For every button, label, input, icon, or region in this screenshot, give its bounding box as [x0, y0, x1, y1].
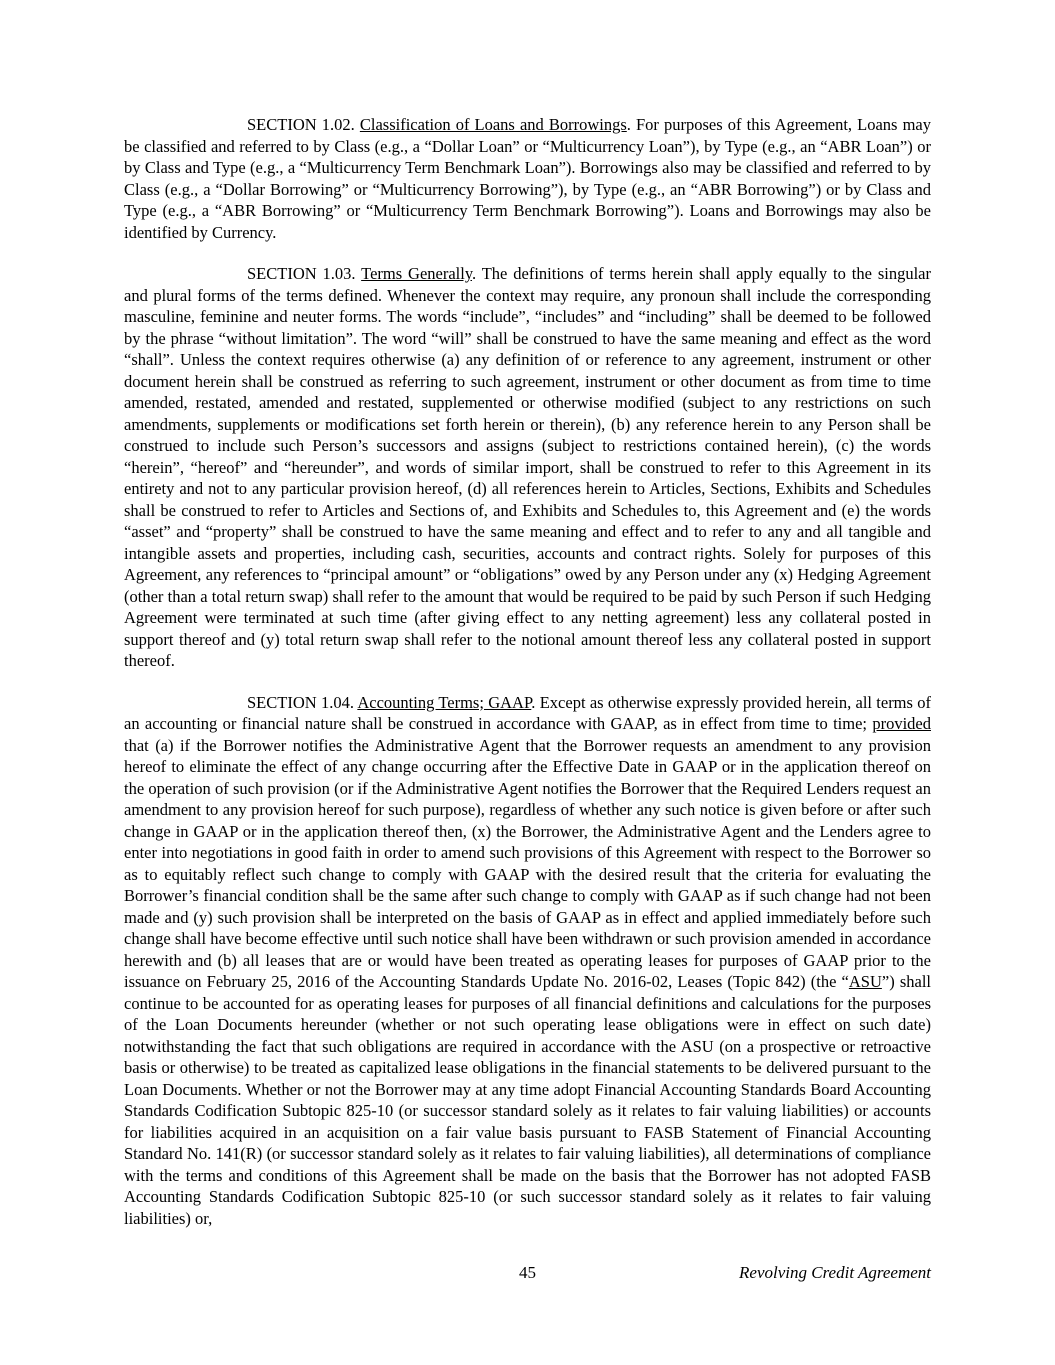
section-1-04-asu-term: ASU [848, 972, 882, 991]
page-number: 45 [519, 1263, 536, 1282]
section-1-04-paragraph [124, 692, 931, 1230]
section-1-04-proviso-term: provided [872, 714, 931, 733]
section-1-04-body-text-2: that (a) if the Borrower notifies the Administrative Agent that the Borrower requests an amendment to any provision hereof to eliminate the effect of any change occurring after the Effective Date in GAAP or in the application thereof on the operation of such provision (or if the Administrative Agent notifies the Borrower that the Required Lenders request an amendment to any provision hereof for such purpose), regardless of whether any such notice is given before or after such change in GAAP or in the application thereof then, (x) the Borrower, the Administrative Agent and the Lenders agree to enter into negotiations in good faith in order to amend such provisions of this Agreement with respect to the Borrower so as to equitably reflect such change to comply with GAAP with the desired result that the criteria for evaluating the Borrower’s financial condition shall be the same after such change to comply with GAAP as if such change had not been made and (y) such provision shall be interpreted on the basis of GAAP as in effect and applied immediately before such change shall have become effective until such notice shall have been withdrawn or such provision amended in accordance herewith and (b) all leases that are or would have been treated as operating leases for purposes of GAAP prior to the issuance on February 25, 2016 of the Accounting Standards Update No. 2016-02, Leases (Topic 842) (the “ [124, 735, 931, 991]
footer-document-title: Revolving Credit Agreement [739, 1263, 931, 1282]
document-body [124, 114, 931, 1229]
section-1-02-body-text: . For purposes of this Agreement, Loans may be classified and referred to by Class (e.g., a “Dollar Loan” or “Multicurrency Loan”), by Type (e.g., an “ABR Loan”) or by Class and Type (e.g., a “Multicurrency Term Benchmark Loan”). Borrowings also may be classified and referred to by Class (e.g., a “Dollar Borrowing” or “Multicurrency Borrowing”), by Type (e.g., an “ABR Borrowing”) or by Class and Type (e.g., a “ABR Borrowing” or “Multicurrency Term Benchmark Borrowing”). Loans and Borrowings may also be identified by Currency. [124, 115, 931, 242]
page-footer [124, 1261, 931, 1285]
section-1-03-heading-number: SECTION 1.03. [247, 264, 362, 283]
section-1-04-heading-title: Accounting Terms; GAAP [357, 692, 532, 712]
section-1-04-body-text-1: . Except as otherwise expressly provided herein, all terms of an accounting or financial nature shall be construed in accordance with GAAP, as in effect from time to time; [124, 692, 931, 733]
section-1-03-heading-title: Terms Generally [361, 264, 473, 283]
section-1-04-body-text-3: ”) shall continue to be accounted for as operating leases for purposes of all financial definitions and calculations for the purposes of the Loan Documents hereunder (whether or not such operating lease obligations were in effect on such date) notwithstanding the fact that such obligations are required in accordance with the ASU (on a prospective or retroactive basis or otherwise) to be treated as capitalized lease obligations in the financial statements to be delivered pursuant to the Loan Documents. Whether or not the Borrower may at any time adopt Financial Accounting Standards Board Accounting Standards Codification Subtopic 825-10 (or successor standard solely as it relates to fair valuing liabilities) or accounts for liabilities acquired in an acquisition on a fair value basis pursuant to FASB Statement of Financial Accounting Standard No. 141(R) (or successor standard solely as it relates to fair valuing liabilities), all determinations of compliance with the terms and conditions of this Agreement shall be made on the basis that the Borrower has not adopted FASB Accounting Standards Codification Subtopic 825-10 (or such successor standard solely as it relates to fair valuing liabilities) or, [124, 972, 931, 1228]
section-1-02-heading-number: SECTION 1.02. [247, 115, 360, 134]
section-1-03-paragraph [124, 263, 931, 672]
section-1-04-heading-number: SECTION 1.04. [247, 692, 358, 712]
section-1-02-paragraph [124, 114, 931, 243]
section-1-02-heading-title: Classification of Loans and Borrowings [359, 115, 627, 134]
section-1-03-body-text: . The definitions of terms herein shall apply equally to the singular and plural forms of the terms defined. Whenever the context may require, any pronoun shall include the corresponding masculine, feminine and neuter forms. The words “include”, “includes” and “including” shall be deemed to be followed by the phrase “without limitation”. The word “will” shall be construed to have the same meaning and effect as the word “shall”. Unless the context requires otherwise (a) any definition of or reference to any agreement, instrument or other document herein shall be construed as referring to such agreement, instrument or other document as from time to time amended, restated, amended and restated, supplemented or otherwise modified (subject to any restrictions on such amendments, supplements or modifications set forth herein or therein), (b) any reference herein to any Person shall be construed to include such Person’s successors and assigns (subject to restrictions contained herein), (c) the words “herein”, “hereof” and “hereunder”, and words of similar import, shall be construed to refer to this Agreement in its entirety and not to any particular provision hereof, (d) all references herein to Articles, Sections, Exhibits and Schedules shall be construed to refer to Articles and Sections of, and Exhibits and Schedules to, this Agreement and (e) the words “asset” and “property” shall be construed to have the same meaning and effect and to refer to any and all tangible and intangible assets and properties, including cash, securities, accounts and contract rights. Solely for purposes of this Agreement, any references to “principal amount” or “obligations” owed by any Person under any (x) Hedging Agreement (other than a total return swap) shall refer to the amount that would be required to be paid by such Person if such Hedging Agreement were terminated at such time (after giving effect to any netting agreement) less any collateral posted in support thereof and (y) total return swap shall refer to the notional amount thereof less any collateral posted in support thereof. [124, 264, 931, 670]
